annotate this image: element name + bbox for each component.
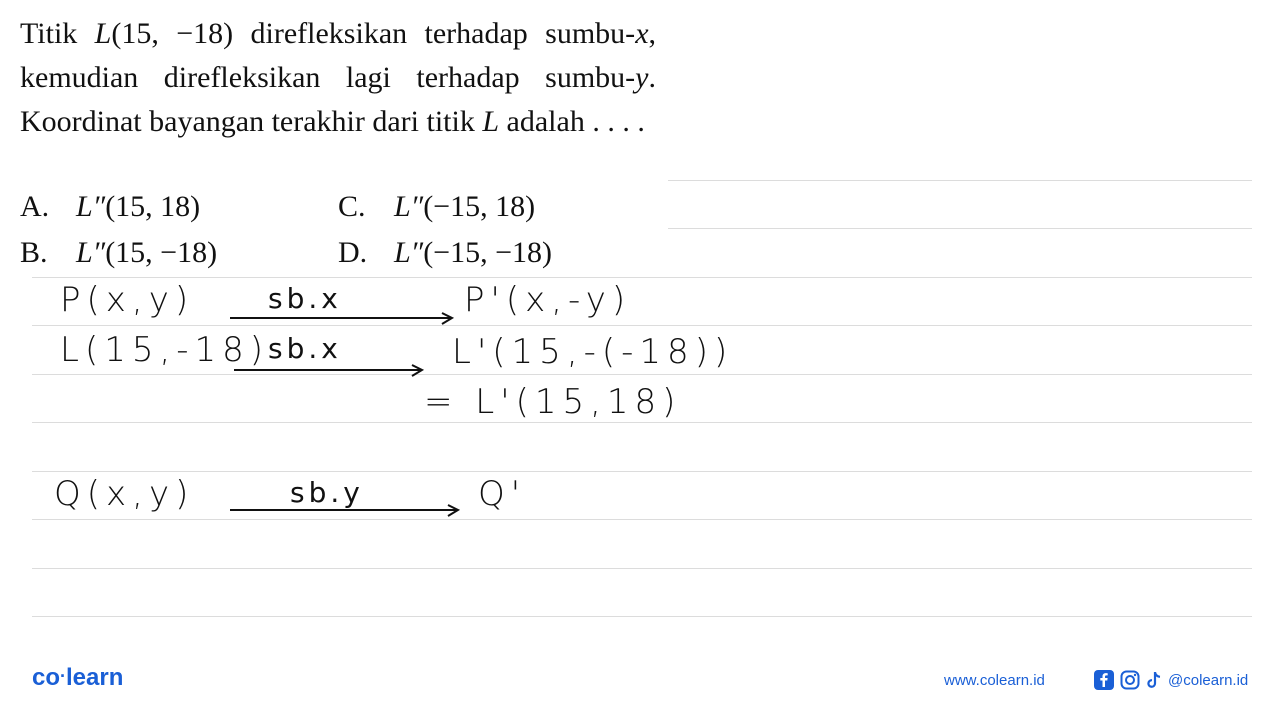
work-line1-label: sb.x	[268, 282, 342, 315]
work-line2-label: sb.x	[268, 332, 342, 365]
ruled-line	[668, 180, 1252, 181]
logo-part: co	[32, 664, 61, 691]
ruled-line	[32, 422, 1252, 423]
work-line4-left: Q(x,y)	[54, 474, 195, 514]
work-line2-right: L'(15,-(-18))	[452, 332, 734, 372]
question-part: . Koordinat bayangan terakhir dari titik	[20, 61, 656, 138]
question-axis: y	[635, 61, 649, 94]
option-letter: C.	[338, 190, 366, 223]
work-line4-right: Q'	[478, 474, 527, 514]
option-b[interactable]	[20, 230, 217, 276]
arrow-icon	[234, 364, 434, 380]
question-point: L	[94, 17, 112, 50]
option-coords: (−15, 18)	[423, 190, 536, 223]
option-c[interactable]	[338, 184, 535, 230]
ruled-line	[32, 325, 1252, 326]
question-part: , kemudian direfleksikan lagi terhadap sumbu-	[20, 17, 657, 94]
option-coords: (−15, −18)	[423, 236, 553, 269]
option-d[interactable]	[338, 230, 552, 276]
ruled-line	[32, 568, 1252, 569]
instagram-icon[interactable]	[1120, 670, 1140, 690]
option-letter: A.	[20, 190, 50, 223]
option-letter: D.	[338, 236, 368, 269]
question-part: (15, −18) direfleksikan terhadap sumbu-	[111, 17, 636, 50]
option-coords: (15, 18)	[105, 190, 201, 223]
work-line3: = L'(15,18)	[424, 382, 682, 422]
question-part: Titik	[20, 17, 95, 50]
question-part: adalah . . . .	[499, 105, 645, 138]
question-point: L	[482, 105, 500, 138]
option-point: L″	[76, 190, 106, 223]
option-letter: B.	[20, 236, 48, 269]
ruled-line	[32, 519, 1252, 520]
ruled-line	[32, 277, 1252, 278]
logo-dot: ·	[60, 666, 67, 686]
question-text	[20, 12, 656, 144]
option-a[interactable]	[20, 184, 200, 230]
question-axis: x	[635, 17, 649, 50]
ruled-line	[32, 616, 1252, 617]
work-line1-right: P'(x,-y)	[464, 280, 632, 320]
option-point: L″	[394, 236, 424, 269]
website-link[interactable]: www.colearn.id	[944, 672, 1045, 689]
arrow-icon	[230, 504, 464, 520]
facebook-icon[interactable]	[1094, 670, 1114, 690]
option-point: L″	[394, 190, 424, 223]
logo-part: learn	[66, 664, 124, 691]
ruled-line	[32, 471, 1252, 472]
work-line1-left: P(x,y)	[60, 280, 195, 320]
ruled-line	[32, 374, 1252, 375]
colearn-logo	[32, 664, 123, 692]
work-line2-left: L(15,-18)	[60, 330, 270, 370]
option-coords: (15, −18)	[105, 236, 218, 269]
tiktok-icon[interactable]	[1146, 670, 1164, 690]
arrow-icon	[230, 312, 456, 328]
option-point: L″	[76, 236, 106, 269]
ruled-line	[668, 228, 1252, 229]
work-line4-label: sb.y	[290, 476, 364, 509]
social-handle[interactable]: @colearn.id	[1168, 672, 1249, 689]
